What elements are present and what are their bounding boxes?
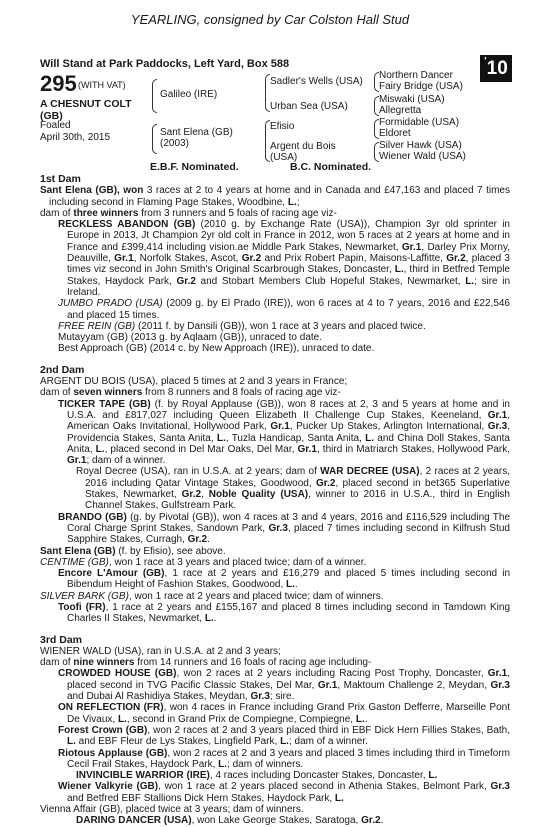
ebf-nomination: E.B.F. Nominated. xyxy=(150,161,239,173)
produce-daring-dancer: DARING DANCER (USA), won Lake George Stakes, Saratoga, Gr.2. xyxy=(76,815,384,827)
produce-sant-elena: Sant Elena (GB) (f. by Efisio), see above. xyxy=(40,545,226,557)
ped-ds-dam: Eldoret xyxy=(379,128,411,139)
pedigree-brace xyxy=(152,124,157,154)
third-dam-record: WIENER WALD (USA), ran in U.S.A. at 2 and 3 years; xyxy=(40,645,281,657)
first-dam-record: Sant Elena (GB), won 3 races at 2 to 4 years at home and in Canada and £47,163 and placed 7 times including second in Flaming Page Stakes, Woodbine, L.; xyxy=(40,185,510,208)
ped-dam: Sant Elena (GB) (2003) xyxy=(160,127,233,149)
vat-note: (WITH VAT) xyxy=(78,80,126,90)
horse-description xyxy=(40,98,132,122)
ped-ss-sire: Northern Dancer xyxy=(379,70,453,81)
ped-dd-dam: Wiener Wald (USA) xyxy=(379,151,466,162)
ped-sire: Galileo (IRE) xyxy=(160,89,218,100)
second-dam-record: ARGENT DU BOIS (USA), placed 5 times at 2 and 3 years in France; xyxy=(40,376,348,388)
produce-ticker-tape: TICKER TAPE (GB) (f. by Royal Applause (GB)), won 8 races at 2, 3 and 5 years at home and in U.S.A. and £817,027 including Queen Elizabeth II Challenge Cup Stakes, Keeneland, Gr.1, American Oaks Invitational, Hollywood Park, Gr.1, Pucker Up Stakes, Arlington International, Gr.3, Providencia Stakes, Santa Anita, L., Tuzla Handicap, Santa Anita, L. and China Doll Stakes, Santa Anita, L., placed second in Del Mar Oaks, Del Mar, Gr.1, third in Matriarch Stakes, Hollywood Park, Gr.1; dam of a winner. xyxy=(58,398,511,467)
produce-on-reflection: ON REFLECTION (FR), won 4 races in France including Grand Prix Gaston Defferre, Marseille Pont De Vivaux, L., second in Grand Prix de Compiegne, Compiegne, L.. xyxy=(58,702,511,725)
produce-centime: CENTIME (GB), won 1 race at 3 years and placed twice; dam of a winner. xyxy=(40,556,367,568)
ped-sd-dam: Allegretta xyxy=(379,105,422,116)
foaled-label: Foaled xyxy=(40,120,71,131)
produce-brando: BRANDO (GB) (g. by Pivotal (GB)), won 4 races at 3 and 4 years, 2016 and £116,529 including The Coral Charge Sprint Stakes, Sandown Park, Gr.3, placed 7 times including second in Kilfrush Stud Sapphire Stakes, Curragh, Gr.2. xyxy=(58,511,511,546)
produce-wiener-valkyrie: Wiener Valkyrie (GB), won 1 race at 2 years placed second in Athenia Stakes, Belmont Park, Gr.3 and Betfred EBF Stallions Dick Hern Stakes, Haydock Park, L. xyxy=(58,781,510,804)
produce-silver-bark: SILVER BARK (GB), won 1 race at 2 years and placed twice; dam of winners. xyxy=(40,590,384,602)
second-dam-heading: 2nd Dam xyxy=(40,363,85,376)
produce-jumbo-prado: JUMBO PRADO (USA) (2009 g. by El Prado (IRE)), won 6 races at 4 to 7 years, 2016 and £22,546 and placed 15 times. xyxy=(58,298,510,321)
third-dam-produce-summary: dam of nine winners from 14 runners and 16 foals of racing age including- xyxy=(40,657,372,669)
ped-ds-sire: Formidable (USA) xyxy=(379,117,460,128)
third-dam-heading: 3rd Dam xyxy=(40,633,83,646)
consignment-line: YEARLING, consigned by Car Colston Hall Stud xyxy=(130,12,410,27)
foaled-block xyxy=(40,120,110,143)
produce-riotous-applause: Riotous Applause (GB), won 2 races at 2 and 3 years and placed 3 times including third in Timeform Cecil Frail Stakes, Haydock Park, L.; dam of winners. xyxy=(58,747,510,770)
produce-royal-decree: Royal Decree (USA), ran in U.S.A. at 2 years; dam of WAR DECREE (USA), 2 races at 2 years, 2016 including Qatar Vintage Stakes, Goodwood, Gr.2, placed second in bet365 Superlative Stakes, Newmarket, Gr.2, Noble Quality (USA), winner to 2016 in U.S.A., third in English Channel Stakes, Gulfstream Park. xyxy=(76,466,510,512)
produce-crowded-house: CROWDED HOUSE (GB), won 2 races at 2 years including Racing Post Trophy, Doncaster, Gr.1, placed second in TVG Pacific Classic Stakes, Del Mar, Gr.1, Maktoum Challenge 2, Meydan, Gr.3 and Dubai Al Rashidiya Stakes, Meydan, Gr.3; sire. xyxy=(58,668,510,703)
first-dam-heading: 1st Dam xyxy=(40,173,81,185)
ped-sire-sire: Sadler's Wells (USA) xyxy=(270,76,363,87)
produce-record xyxy=(40,174,510,827)
lot-badge-number: 10 xyxy=(486,58,508,79)
stabling-header: Will Stand at Park Paddocks, Left Yard, Box 588 xyxy=(40,58,290,70)
horse-line-1: A CHESNUT COLT xyxy=(40,98,132,110)
produce-forest-crown: Forest Crown (GB), won 2 races at 2 and 3 years placed third in EBF Dick Hern Fillies Stakes, Bath, L. and EBF Fleur de Lys Stakes, Lingfield Park, L.; dam of a winner. xyxy=(58,724,510,748)
ped-sire-dam: Urban Sea (USA) xyxy=(270,101,348,112)
ped-dam-sire: Efisio xyxy=(270,121,295,132)
ped-dd-sire: Silver Hawk (USA) xyxy=(379,140,462,151)
produce-mutayyam: Mutayyam (GB) (2013 g. by Aqlaam (GB)), unraced to date. xyxy=(58,332,323,344)
horse-line-2: (GB) xyxy=(40,110,63,122)
ped-ss-dam: Fairy Bridge (USA) xyxy=(379,81,463,92)
first-dam-produce-summary: dam of three winners from 3 runners and 5 foals of racing age viz- xyxy=(40,207,337,219)
foaled-date: April 30th, 2015 xyxy=(40,131,111,143)
produce-toofi: Toofi (FR), 1 race at 2 years and £155,167 and placed 8 times including second in Tamdown King Charles II Stakes, Newmarket, L.. xyxy=(58,601,511,625)
pedigree-brace xyxy=(152,79,157,113)
produce-encore-lamour: Encore L'Amour (GB), 1 race at 2 years and £16,279 and placed 5 times including second in Bibendum Height of Fashion Stakes, Goodwood, L.. xyxy=(58,568,511,591)
produce-free-rein: FREE REIN (GB) (2011 f. by Dansili (GB)), won 1 race at 3 years and placed twice. xyxy=(58,320,426,332)
lot-badge xyxy=(480,55,512,82)
second-dam-produce-summary: dam of seven winners from 8 runners and 8 foals of racing age viz- xyxy=(40,387,341,399)
produce-invincible-warrior: INVINCIBLE WARRIOR (IRE), 4 races including Doncaster Stakes, Doncaster, L. xyxy=(76,770,438,782)
lot-number: 295 xyxy=(40,71,77,96)
ped-sd-sire: Miswaki (USA) xyxy=(379,94,445,105)
produce-best-approach: Best Approach (GB) (2014 c. by New Approach (IRE)), unraced to date. xyxy=(58,343,375,355)
ped-dam-dam: Argent du Bois (USA) xyxy=(270,141,336,163)
produce-reckless-abandon: RECKLESS ABANDON (GB) (2010 g. by Exchange Rate (USA)), Champion 3yr old sprinter in Europe in 2013, Jt Champion 2yr old colt in France in 2012, won 5 races at 2 years at home and in France and £399,414 including vision.ae Middle Park Stakes, Newmarket, Gr.1, Darley Prix Morny, Deauville, Gr.1, Norfolk Stakes, Ascot, Gr.2 and Prix Robert Papin, Maisons-Laffitte, Gr.2, placed 3 times viz second in John Smith's Original Scarbrough Stakes, Doncaster, L., third in Betfred Temple Stakes, Haydock Park, Gr.2 and Stobart Members Club Hopeful Stakes, Newmarket, L.; sire in Ireland. xyxy=(58,219,511,298)
lot-badge-mark: ' xyxy=(484,56,487,67)
produce-vienna-affair: Vienna Affair (GB), placed twice at 3 years; dam of winners. xyxy=(40,804,304,816)
bc-nomination: B.C. Nominated. xyxy=(290,161,372,173)
